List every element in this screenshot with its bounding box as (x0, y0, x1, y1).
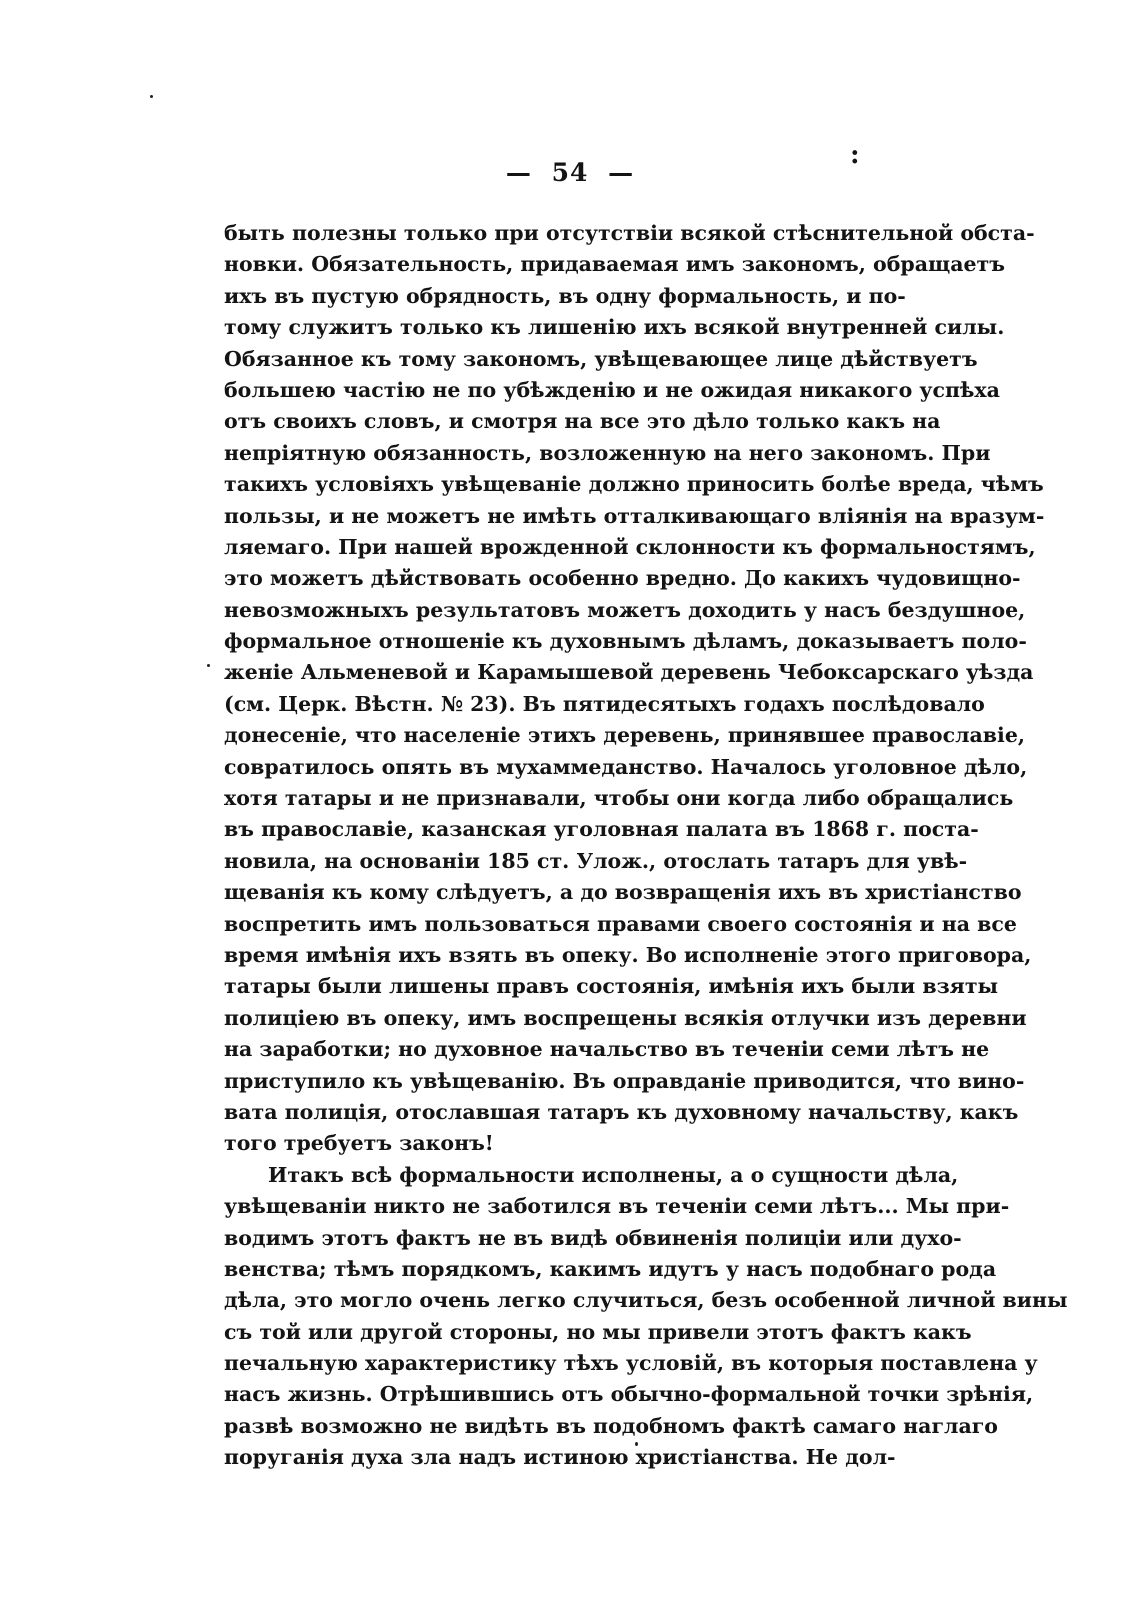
text-line: невозможныхъ результатовъ можетъ доходить у насъ бездушное, (224, 597, 1026, 622)
paragraph-end-line: того требуетъ законъ! (224, 1131, 494, 1156)
page-number: 54 (551, 158, 589, 187)
text-line: воспретить имъ пользоваться правами своего состоянія и на все (224, 911, 1017, 936)
scan-speck-top-left (150, 95, 153, 98)
text-line: ляемаго. При нашей врожденной склонности къ формальностямъ, (224, 534, 1036, 559)
text-line: время имѣнія ихъ взять въ опеку. Во исполненіе этого приговора, (224, 942, 1032, 967)
page-number-header (0, 158, 1140, 187)
text-line: новки. Обязательность, придаваемая имъ закономъ, обращаетъ (224, 252, 1005, 277)
scan-speck-left-margin (207, 664, 210, 667)
text-line: щеванія къ кому слѣдуетъ, а до возвращенія ихъ въ христіанство (224, 880, 1022, 905)
paragraph-start-line: Итакъ всѣ формальности исполнены, а о сущности дѣла, (268, 1162, 959, 1187)
text-line: ихъ въ пустую обрядность, въ одну формальность, и по- (224, 283, 906, 308)
left-dash: — (505, 158, 532, 187)
text-line: татары были лишены правъ состоянія, имѣнія ихъ были взяты (224, 974, 999, 999)
text-line: это можетъ дѣйствовать особенно вредно. До какихъ чудовищно- (224, 566, 1021, 591)
text-line: дѣла, это могло очень легко случиться, безъ особенной личной вины (224, 1288, 1068, 1313)
text-line: печальную характеристику тѣхъ условій, въ которыя поставлена у (224, 1351, 1038, 1376)
text-line: насъ жизнь. Отрѣшившись отъ обычно-формальной точки зрѣнія, (224, 1382, 1034, 1407)
text-line: поруганія духа зла надъ истиною христіанства. Не дол- (224, 1445, 896, 1470)
text-line: развѣ возможно не видѣть въ подобномъ фактѣ самаго наглаго (224, 1413, 998, 1438)
text-line: съ той или другой стороны, но мы привели этотъ фактъ какъ (224, 1319, 972, 1344)
right-dash: — (608, 158, 635, 187)
text-line: донесеніе, что населеніе этихъ деревень, принявшее православіе, (224, 723, 1026, 748)
text-line: формальное отношеніе къ духовнымъ дѣламъ, доказываетъ поло- (224, 629, 1027, 654)
text-line: Обязанное къ тому закономъ, увѣщевающее лице дѣйствуетъ (224, 346, 978, 371)
text-line: тому служитъ только къ лишенію ихъ всякой внутренней силы. (224, 315, 1005, 340)
text-line: такихъ условіяхъ увѣщеваніе должно приносить болѣе вреда, чѣмъ (224, 472, 1044, 497)
text-line: венства; тѣмъ порядкомъ, какимъ идутъ у насъ подобнаго рода (224, 1256, 997, 1281)
text-line: новила, на основаніи 185 ст. Улож., отослать татаръ для увѣ- (224, 848, 968, 873)
text-line: быть полезны только при отсутствіи всякой стѣснительной обста- (224, 221, 1035, 245)
text-line: на заработки; но духовное начальство въ теченіи семи лѣтъ не (224, 1037, 990, 1062)
text-line: вата полиція, отославшая татаръ къ духовному начальству, какъ (224, 1099, 1019, 1124)
text-line: большею частію не по убѣжденію и не ожидая никакого успѣха (224, 377, 1000, 402)
text-line: женіе Альменевой и Карамышевой деревень Чебоксарскаго уѣзда (224, 660, 1034, 685)
text-line: хотя татары и не признавали, чтобы они когда либо обращались (224, 786, 1014, 811)
corner-mark: : (850, 140, 860, 170)
text-line: непріятную обязанность, возложенную на него закономъ. При (224, 440, 991, 465)
text-line: совратилось опять въ мухаммеданство. Началось уголовное дѣло, (224, 754, 1028, 779)
text-line: водимъ этотъ фактъ не въ видѣ обвиненія полиціи или духо- (224, 1225, 962, 1250)
text-line: увѣщеваніи никто не заботился въ теченіи семи лѣтъ... Мы при- (224, 1194, 1010, 1219)
body-text (224, 218, 1068, 1474)
text-line: въ православіе, казанская уголовная палата въ 1868 г. поста- (224, 817, 979, 842)
text-line: полиціею въ опеку, имъ воспрещены всякія отлучки изъ деревни (224, 1005, 1027, 1030)
text-line: пользы, и не можетъ не имѣть отталкивающаго вліянія на вразум- (224, 503, 1045, 528)
text-line: отъ своихъ словъ, и смотря на все это дѣло только какъ на (224, 409, 941, 434)
text-line: приступило къ увѣщеванію. Въ оправданіе приводится, что вино- (224, 1068, 1025, 1093)
text-line: (см. Церк. Вѣстн. № 23). Въ пятидесятыхъ годахъ послѣдовало (224, 691, 985, 716)
